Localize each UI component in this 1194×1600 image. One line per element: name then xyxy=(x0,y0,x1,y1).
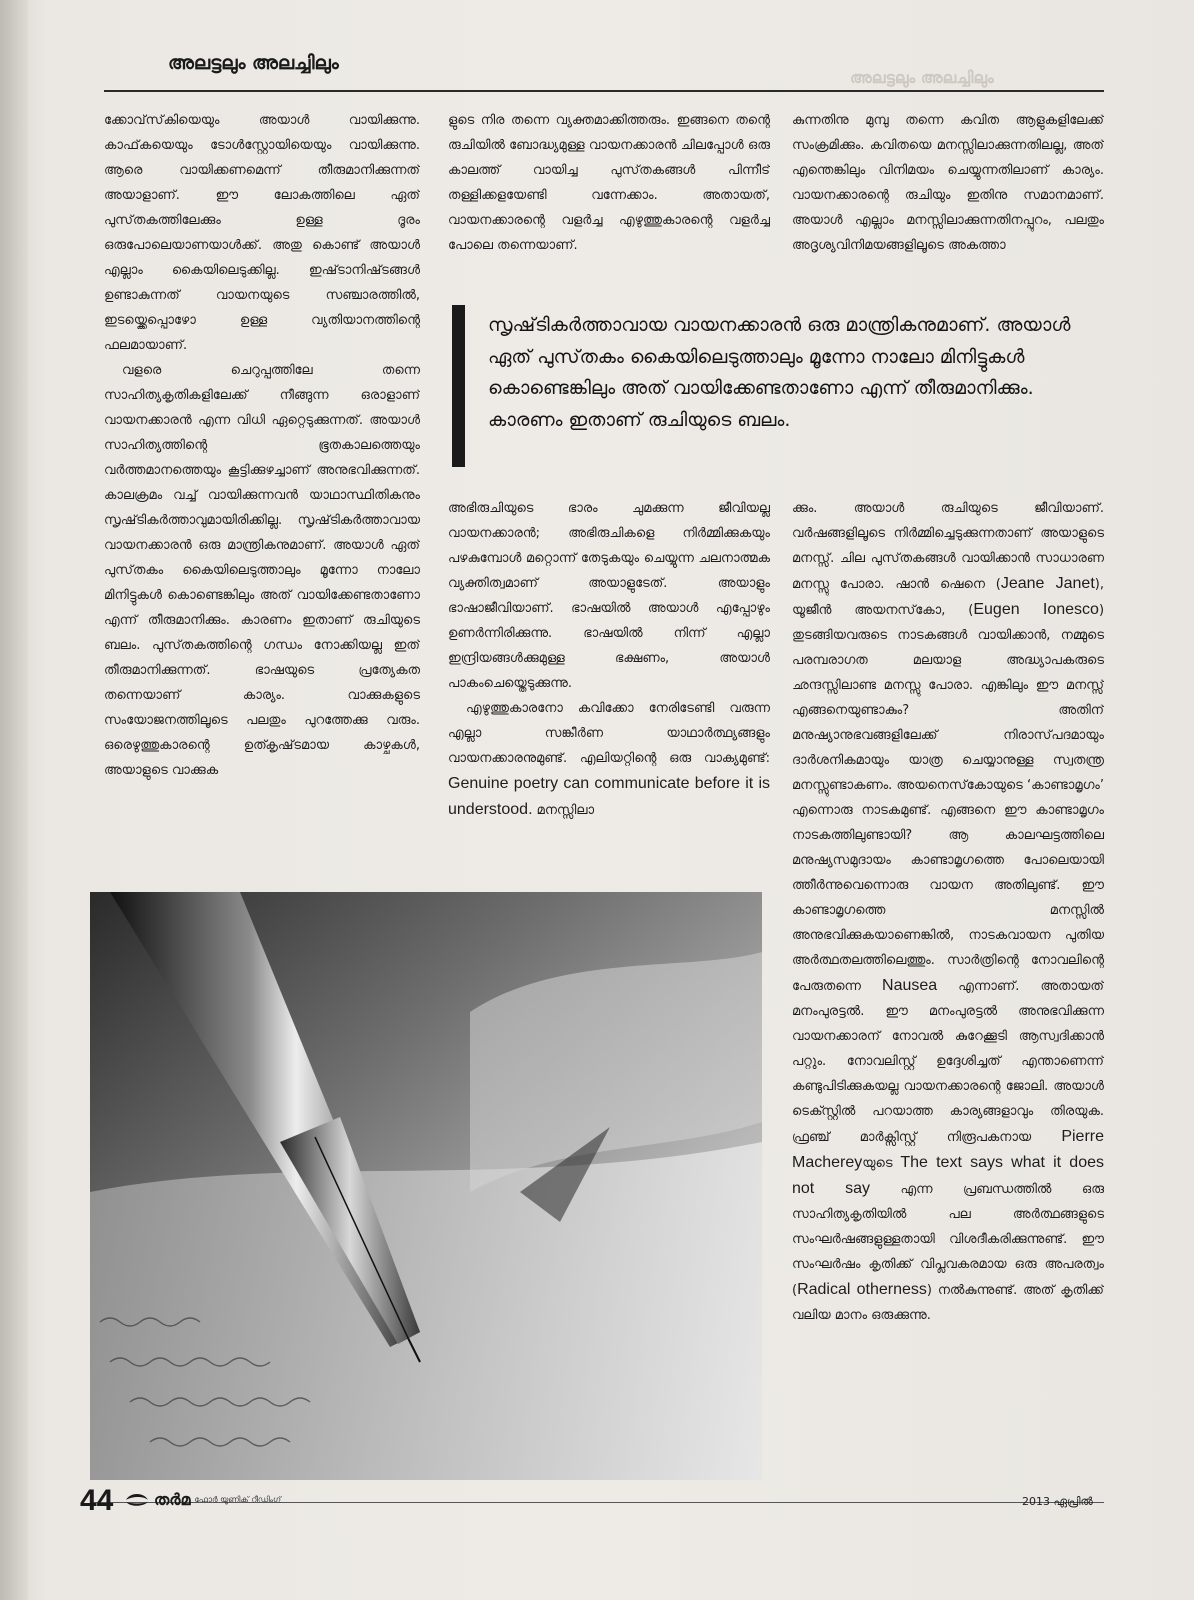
right-column-top xyxy=(792,108,1104,300)
title-text-says: The text says what it does not say xyxy=(792,1154,1104,1197)
eliot-intro: എഴുത്തുകാരനോ കവിക്കോ നേരിടേണ്ടി വരുന്ന എല്ലാ സങ്കീർണ യാഥാർത്ഥ്യങ്ങളും വായനക്കാരനുമുണ്ട്. എലിയറ്റിന്റെ ഒരു വാക്യമുണ്ട്: xyxy=(448,701,770,766)
right-text-part-5: യുടെ xyxy=(862,1156,893,1171)
header-rule xyxy=(104,90,1104,92)
right-text-part-3: ) തുടങ്ങിയവരുടെ നാടകങ്ങൾ വായിക്കാൻ, നമ്മുടെ പരമ്പരാഗത മലയാള അദ്ധ്യാപകരുടെ ഛന്ദസ്സിലാണ്ട മനസ്സു പോരാ. എങ്കിലും ഈ മനസ്സ് എങ്ങനെയുണ്ടാകും? അതിന് മനുഷ്യാനുഭവങ്ങളിലേക്ക് നിരാസ്‌പദമായും ദാർശനികമായും യാത്ര ചെയ്യാനുള്ള സ്വതന്ത്ര മനസ്സുണ്ടാകണം. അയനെസ്‌കോയുടെ ‘കാണ്ടാമൃഗം’ എന്നൊരു നാടകമുണ്ട്. എങ്ങനെ ഈ കാണ്ടാമൃഗം നാടകത്തിലുണ്ടായി? ആ കാലഘട്ടത്തിലെ മനുഷ്യസമുദായം കാണ്ടാമൃഗത്തെ പോലെയായി ത്തീർന്നുവെന്നൊരു വായന അതിലുണ്ട്. ഈ കാണ്ടാമൃഗത്തെ മനസ്സിൽ അനുഭവിക്കുകയാണെങ്കിൽ, നാടകവായന പുതിയ അർത്ഥതലത്തിലെത്തും. സാർത്രിന്റെ നോവലിന്റെ പേരുതന്നെ xyxy=(792,603,1104,994)
right-column-bottom xyxy=(792,496,1104,1484)
right-top-paragraph: കുന്നതിനു മുമ്പു തന്നെ കവിത ആളുകളിലേക്ക് സംക്രമിക്കും. കവിതയെ മനസ്സിലാക്കുന്നതിലല്ല, അത് എന്തെങ്കിലും വിനിമയം ചെയ്യുന്നതിലാണ് കാര്യം. വായനക്കാരന്റെ രുചിയും ഇതിനു സമാനമാണ്. അയാൾ എല്ലാം മനസ്സിലാക്കുന്നതിനപ്പുറം, പലതും അദൃശ്യവിനിമയങ്ങളിലൂടെ അകത്താ xyxy=(792,113,1104,253)
middle-bottom-trailing: മനസ്സിലാ xyxy=(536,803,595,818)
fountain-pen-photo xyxy=(90,892,762,1480)
middle-bottom-paragraph-1: അഭിരുചിയുടെ ഭാരം ചുമക്കുന്ന ജീവിയല്ല വായനക്കാരൻ; അഭിരുചികളെ നിർമ്മിക്കുകയും പഴകുമ്പോൾ മറ്റൊന്ന് തേടുകയും ചെയ്യുന്ന ചലനാത്മക വ്യക്തിത്വമാണ് അയാളുടേത്. അയാളും ഭാഷാജീവിയാണ്. ഭാഷയിൽ അയാൾ എപ്പോഴും ഉണർന്നിരിക്കുന്നു. ഭാഷയിൽ നിന്ന് എല്ലാ ഇന്ദ്രിയങ്ങൾക്കുമുള്ള ഭക്ഷണം, അയാൾ പാകംചെയ്തെടുക്കുന്നു. xyxy=(448,501,770,691)
name-eugen-ionesco: Eugen Ionesco xyxy=(973,601,1099,618)
middle-column-top xyxy=(448,108,770,300)
left-paragraph-2: വളരെ ചെറുപ്പത്തിലേ തന്നെ സാഹിത്യകൃതികളിലേക്ക് നീങ്ങുന്ന ഒരാളാണ് വായനക്കാരൻ എന്ന വിധി ഏറ്റെടുക്കുന്നത്. അയാൾ സാഹിത്യത്തിന്റെ ഭൂതകാലത്തെയും വർത്തമാനത്തെയും കൂട്ടിക്കുഴച്ചാണ് അനുഭവിക്കുന്നത്. കാലക്രമം വച്ച് വായിക്കുന്നവൻ യാഥാസ്ഥിതികനും സൃഷ്‌ടികർത്താവുമായിരിക്കില്ല. സൃഷ്‌ടികർത്താവായ വായനക്കാരൻ ഒരു മാന്ത്രികനുമാണ്. അയാൾ ഏത് പുസ്‌തകം കൈയിലെടുത്താലും മൂന്നോ നാലോ മിനിട്ടുകൾ കൊണ്ടെങ്കിലും അത് വായിക്കേണ്ടതാണോ എന്ന് തീരുമാനിക്കും. കാരണം ഇതാണ് രുചിയുടെ ബലം. പുസ്‌തകത്തിന്റെ ഗന്ധം നോക്കിയല്ല ഇത് തീരുമാനിക്കുന്നത്. ഭാഷയുടെ പ്രത്യേകത തന്നെയാണ് കാര്യം. വാക്കുകളുടെ സംയോജനത്തിലൂടെ പലതും പുറത്തേക്കു വരും. ഒരെഴുത്തുകാരന്റെ ഉത്കൃഷ്‌ടമായ കാഴ്ചകൾ, അയാളുടെ വാക്കുക xyxy=(104,363,420,778)
magazine-logo-icon xyxy=(124,1492,150,1508)
fountain-pen-illustration xyxy=(90,892,762,1480)
page-spine-shadow xyxy=(0,0,28,1600)
right-text-part-6: എന്ന പ്രബന്ധത്തിൽ ഒരു സാഹിത്യകൃതിയിൽ പല അർത്ഥങ്ങളുടെ സംഘർഷങ്ങളുള്ളതായി വിശദീകരിക്കുന്നുണ്ട്. ഈ സംഘർഷം കൃതിക്ക് വിപ്ലവകരമായ ഒരു അപരത്വം ( xyxy=(792,1182,1104,1298)
term-radical-otherness: Radical otherness xyxy=(797,1281,927,1298)
magazine-name: തർമ xyxy=(154,1490,191,1509)
right-text-part-1: ക്കും. അയാൾ രുചിയുടെ ജീവിയാണ്. വർഷങ്ങളിലൂടെ നിർമ്മിച്ചെടുക്കുന്നതാണ് അയാളുടെ മനസ്സ്. ചില പുസ്‌തകങ്ങൾ വായിക്കാൻ സാധാരണ മനസ്സു പോരാ. ഷാൻ ഷെനെ ( xyxy=(792,501,1104,592)
eliot-quote: Genuine poetry can communicate before it is understood. xyxy=(448,775,770,818)
right-bottom-paragraph xyxy=(792,496,1104,1328)
middle-column-bottom xyxy=(448,496,770,876)
name-pierre-macherey: Pierre Macherey xyxy=(792,1128,1104,1171)
pull-quote-bar xyxy=(452,305,465,467)
left-paragraph-1: ക്കോവ്‌സ്‌കിയെയും അയാൾ വായിക്കുന്നു. കാഫ്‌കയെയും ടോൾസ്റ്റോയിയെയും വായിക്കുന്നു. ആരെ വായിക്കണമെന്ന് തീരുമാനിക്കുന്നത് അയാളാണ്. ഈ ലോകത്തിലെ ഏത് പുസ്‌തകത്തിലേക്കും ഉള്ള ദൂരം ഒരുപോലെയാണയാൾക്ക്. അതു കൊണ്ട് അയാൾ എല്ലാം കൈയിലെടുക്കില്ല. ഇഷ്‌ടാനിഷ്‌ടങ്ങൾ ഉണ്ടാകുന്നത് വായനയുടെ സഞ്ചാരത്തിൽ, ഇടയ്ക്കെപ്പൊഴോ ഉള്ള വ്യതിയാനത്തിന്റെ ഫലമായാണ്. xyxy=(104,113,420,353)
middle-bottom-paragraph-2 xyxy=(448,696,770,823)
left-column xyxy=(104,108,420,854)
title-nausea: Nausea xyxy=(882,977,938,994)
page-number: 44 xyxy=(80,1484,114,1517)
running-title-bleedthrough: അലട്ടലും അലച്ചിലും xyxy=(850,68,994,87)
middle-top-paragraph: ളുടെ നിര തന്നെ വ്യക്തമാക്കിത്തരും. ഇങ്ങനെ തന്റെ രുചിയിൽ ബോദ്ധ്യമുള്ള വായനക്കാരൻ ചിലപ്പോൾ ഒരു കാലത്ത് വായിച്ച പുസ്‌തകങ്ങൾ പിന്നീട് തള്ളിക്കളയേണ്ടി വന്നേക്കാം. അതായത്, വായനക്കാരന്റെ വളർച്ച എഴുത്തുകാരന്റെ വളർച്ച പോലെ തന്നെയാണ്. xyxy=(448,113,770,253)
running-title: അലട്ടലും അലച്ചിലും xyxy=(168,52,339,74)
pull-quote: സൃഷ്‌ടികർത്താവായ വായനക്കാരൻ ഒരു മാന്ത്രികനുമാണ്. അയാൾ ഏത് പുസ്‌തകം കൈയിലെടുത്താലും മൂന്നോ നാലോ മിനിട്ടുകൾ കൊണ്ടെങ്കിലും അത് വായിക്കേണ്ടതാണോ എന്ന് തീരുമാനിക്കും. കാരണം ഇതാണ് രുചിയുടെ ബലം. xyxy=(488,314,1071,431)
right-text-part-2: ), യൂജീൻ അയനസ്‌കോ, ( xyxy=(792,577,1104,618)
name-jeane-janet: Jeane Janet xyxy=(1000,575,1095,592)
issue-date: 2013 ഏപ്രിൽ xyxy=(1022,1495,1093,1508)
magazine-tagline: ഫോർ യൂണിക് റീഡിംഗ് xyxy=(194,1495,282,1504)
paper-sheet xyxy=(90,1142,762,1480)
magazine-logo xyxy=(124,1490,281,1510)
right-text-part-4: എന്നാണ്. അതായത് മനംപുരട്ടൽ. ഈ മനംപുരട്ടൽ അനുഭവിക്കുന്ന വായനക്കാരന് നോവൽ കുറേക്കൂടി ആസ്വദിക്കാൻ പറ്റും. നോവലിസ്റ്റ് ഉദ്ദേശിച്ചത് എന്താണെന്ന് കണ്ടുപിടിക്കുകയല്ല വായനക്കാരന്റെ ജോലി. അയാൾ ടെക്സ്റ്റിൽ പറയാത്ത കാര്യങ്ങളാവും തിരയുക. ഫ്രഞ്ച് മാർക്സിസ്റ്റ് നിരൂപകനായ xyxy=(792,979,1104,1145)
right-text-part-7: ) നൽകുന്നുണ്ട്. അത് കൃതിക്ക് വലിയ മാനം ഒരുക്കുന്നു. xyxy=(792,1283,1104,1323)
